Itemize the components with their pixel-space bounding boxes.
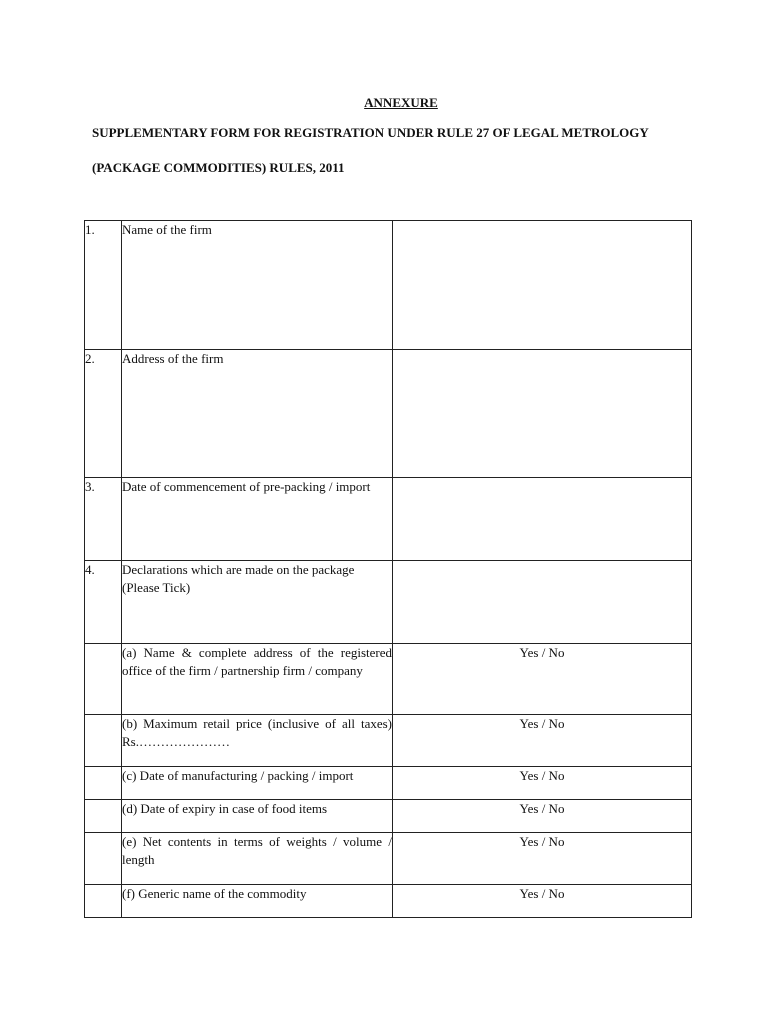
form-row-declaration-d bbox=[85, 800, 692, 833]
declaration-label-manufacturing-date: (c) Date of manufacturing / packing / import bbox=[122, 767, 393, 800]
declaration-label-mrp: (b) Maximum retail price (inclusive of all taxes) Rs.………………… bbox=[122, 715, 393, 767]
form-row-declaration-f bbox=[85, 885, 692, 918]
field-label-commencement-date: Date of commencement of pre-packing / import bbox=[122, 478, 393, 561]
yes-no-option-manufacturing-date[interactable]: Yes / No bbox=[393, 767, 692, 800]
form-title-line-1: SUPPLEMENTARY FORM FOR REGISTRATION UNDER RULE 27 OF LEGAL METROLOGY bbox=[92, 125, 649, 140]
annexure-heading: ANNEXURE bbox=[364, 95, 438, 110]
declaration-label-expiry-date: (d) Date of expiry in case of food items bbox=[122, 800, 393, 833]
form-row-firm-address bbox=[85, 350, 692, 478]
declaration-label-generic-name: (f) Generic name of the commodity bbox=[122, 885, 393, 918]
form-row-commencement-date bbox=[85, 478, 692, 561]
form-row-firm-name bbox=[85, 221, 692, 350]
field-input-firm-address[interactable] bbox=[393, 350, 692, 478]
yes-no-option-generic-name[interactable]: Yes / No bbox=[393, 885, 692, 918]
yes-no-option-name-address[interactable]: Yes / No bbox=[393, 644, 692, 715]
field-label-declarations: Declarations which are made on the package (Please Tick) bbox=[122, 561, 393, 644]
row-number bbox=[85, 644, 122, 715]
field-input-commencement-date[interactable] bbox=[393, 478, 692, 561]
row-number bbox=[85, 885, 122, 918]
form-title-line-2: (PACKAGE COMMODITIES) RULES, 2011 bbox=[92, 160, 345, 175]
row-number: 2. bbox=[85, 350, 122, 478]
row-number bbox=[85, 767, 122, 800]
field-input-declarations[interactable] bbox=[393, 561, 692, 644]
form-row-declaration-a bbox=[85, 644, 692, 715]
row-number bbox=[85, 800, 122, 833]
form-row-declaration-c bbox=[85, 767, 692, 800]
registration-form-table bbox=[84, 220, 692, 918]
row-number: 1. bbox=[85, 221, 122, 350]
row-number bbox=[85, 833, 122, 885]
row-number bbox=[85, 715, 122, 767]
yes-no-option-net-contents[interactable]: Yes / No bbox=[393, 833, 692, 885]
declaration-label-net-contents: (e) Net contents in terms of weights / volume / length bbox=[122, 833, 393, 885]
row-number: 4. bbox=[85, 561, 122, 644]
field-input-firm-name[interactable] bbox=[393, 221, 692, 350]
form-row-declaration-b bbox=[85, 715, 692, 767]
yes-no-option-mrp[interactable]: Yes / No bbox=[393, 715, 692, 767]
form-row-declarations bbox=[85, 561, 692, 644]
declaration-label-name-address: (a) Name & complete address of the registered office of the firm / partnership firm / company bbox=[122, 644, 393, 715]
row-number: 3. bbox=[85, 478, 122, 561]
form-row-declaration-e bbox=[85, 833, 692, 885]
field-label-firm-address: Address of the firm bbox=[122, 350, 393, 478]
field-label-firm-name: Name of the firm bbox=[122, 221, 393, 350]
yes-no-option-expiry-date[interactable]: Yes / No bbox=[393, 800, 692, 833]
